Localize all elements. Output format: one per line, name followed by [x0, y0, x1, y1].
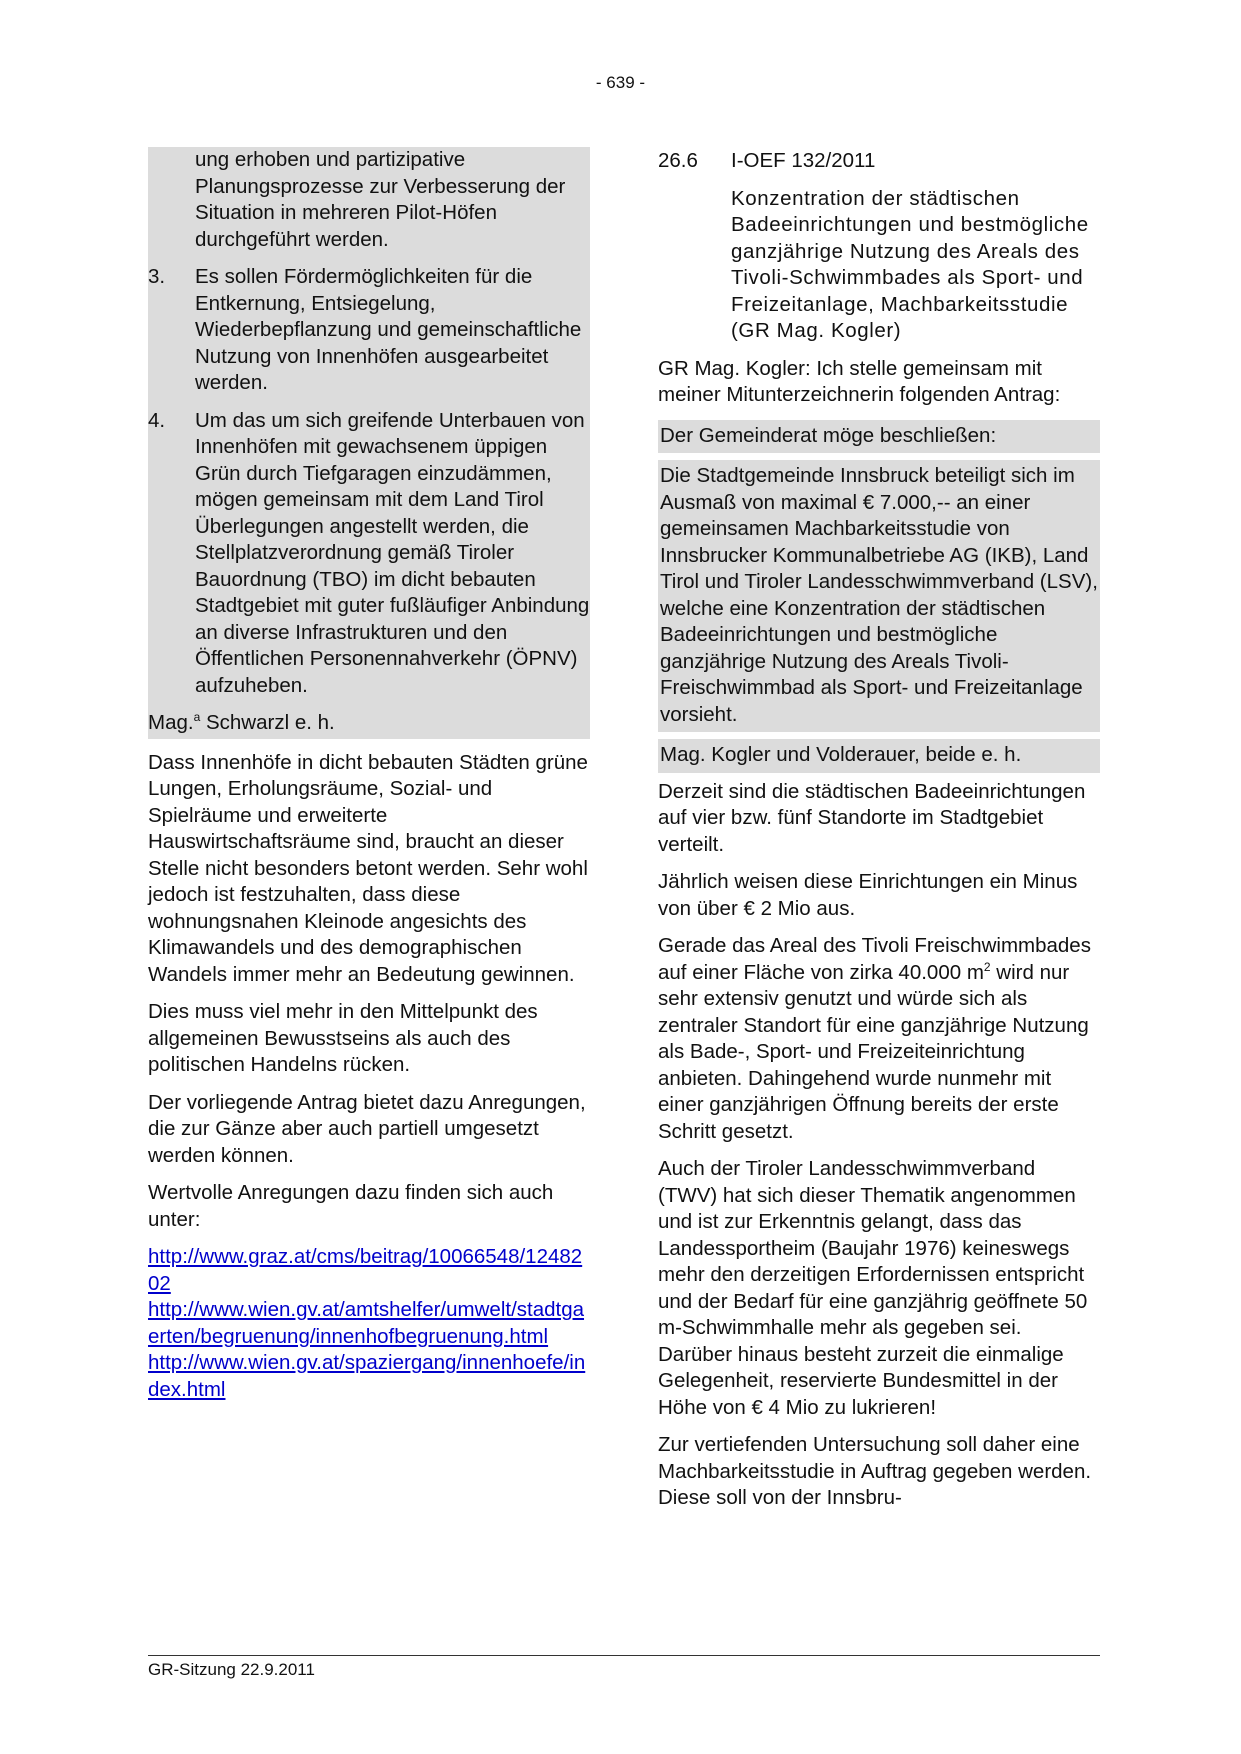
- motion-intro: GR Mag. Kogler: Ich stelle gemeinsam mit meiner Mitunterzeichnerin folgenden Antrag:: [658, 356, 1061, 406]
- signature-superscript: a: [193, 710, 201, 725]
- signature-prefix: Mag.: [148, 711, 194, 734]
- paragraph: Jährlich weisen diese Einrichtungen ein Minus von über € 2 Mio aus.: [658, 870, 1078, 920]
- footer-session-date: GR-Sitzung 22.9.2011: [148, 1660, 315, 1679]
- agenda-item-code: I-OEF 132/2011: [731, 149, 876, 172]
- right-column: [658, 148, 1100, 1523]
- motion-title: Konzentration der städtischen Badeeinrichtungen und bestmögliche ganzjährige Nutzung des Areals des Tivoli-Schwimmbades als Sport- und Freizeitanlage, Machbarkeitsstudie (GR Mag. Kogler): [731, 186, 1089, 342]
- paragraph: Dass Innenhöfe in dicht bebauten Städten grüne Lungen, Erholungsräume, Sozial- und Spielräume und erweiterte Hauswirtschaftsräume sind, braucht an dieser Stelle nicht besonders betont werden. Sehr wohl jedoch ist festzuhalten, dass diese wohnungsnahen Kleinode angesichts des Klimawandels und des demographischen Wandels immer mehr an Bedeutung gewinnen.: [148, 750, 588, 986]
- paragraph: Derzeit sind die städtischen Badeeinrichtungen auf vier bzw. fünf Standorte im Stadtgebiet verteilt.: [658, 779, 1086, 856]
- paragraph: Auch der Tiroler Landesschwimmverband (TWV) hat sich dieser Thematik angenommen und ist zur Erkenntnis gelangt, dass das Landessportheim (Baujahr 1976) keineswegs mehr den derzeitigen Erfordernissen entspricht und der Bedarf für eine ganzjährig geöffnete 50 m-Schwimmhalle mehr als gegeben sei. Darüber hinaus besteht zurzeit die einmalige Gelegenheit, reservierte Bundesmittel in der Höhe von € 4 Mio zu lukrieren!: [658, 1157, 1088, 1419]
- motion-list: [148, 264, 590, 699]
- list-text: Es sollen Fördermöglichkeiten für die Entkernung, Entsiegelung, Wiederbepflanzung und gemeinschaftliche Nutzung von Innenhöfen ausgearbeitet werden.: [195, 265, 582, 394]
- paragraph: Zur vertiefenden Untersuchung soll daher eine Machbarkeitsstudie in Auftrag gegeben werden. Diese soll von der Innsbru-: [658, 1433, 1092, 1509]
- signature-left: [148, 710, 590, 737]
- paragraph-area-start: Gerade das Areal des Tivoli Freischwimmbades auf einer Fläche von zirka 40.000 m: [658, 934, 1091, 984]
- page-number: - 639 -: [595, 73, 646, 92]
- list-text: Um das um sich greifende Unterbauen von Innenhöfen mit gewachsenem üppigen Grün durch Tiefgaragen einzudämmen, mögen gemeinsam mit dem Land Tirol Überlegungen angestellt werden, die Stellplatzverordnung gemäß Tiroler Bauordnung (TBO) im dicht bebauten Stadtgebiet mit guter fußläufiger Anbindung an diverse Infrastrukturen und den Öffentlichen Personennahverkehr (ÖPNV) aufzuheben.: [195, 408, 590, 697]
- footer-rule: [148, 1655, 1100, 1656]
- left-column: [148, 148, 590, 1403]
- list-number: 3.: [148, 265, 166, 288]
- link-wien-innenhofbegruenung[interactable]: http://www.wien.gv.at/amtshelfer/umwelt/stadtgaerten/begruenung/innenhofbegruenung.html: [148, 1298, 585, 1348]
- resolution-body: Die Stadtgemeinde Innsbruck beteiligt sich im Ausmaß von maximal € 7.000,-- an einer gemeinsamen Machbarkeitsstudie von Innsbrucker Kommunalbetriebe AG (IKB), Land Tirol und Tiroler Landesschwimmverband (LSV), welche eine Konzentration der städtischen Badeeinrichtungen und bestmögliche ganzjährige Nutzung des Areals Tivoli-Freischwimmbad als Sport- und Freizeitanlage vorsieht.: [658, 460, 1100, 732]
- paragraph: Wertvolle Anregungen dazu finden sich auch unter:: [148, 1181, 554, 1231]
- list-number: 4.: [148, 408, 166, 432]
- area-superscript: 2: [983, 959, 991, 974]
- motion-box-right: [658, 420, 1100, 773]
- resolution-heading: Der Gemeinderat möge beschließen:: [658, 420, 1100, 454]
- agenda-item-number: 26.6: [658, 149, 698, 172]
- signature-right: Mag. Kogler und Volderauer, beide e. h.: [658, 739, 1100, 773]
- list-continuation: ung erhoben und partizipative Planungsprozesse zur Verbesserung der Situation in mehreren Pilot-Höfen durchgeführt werden.: [195, 148, 566, 251]
- paragraph-area: [658, 933, 1100, 1145]
- paragraph-area-end: wird nur sehr extensiv genutzt und würde sich als zentraler Standort für eine ganzjährige Nutzung als Bade-, Sport- und Freizeiteinrichtung anbieten. Dahingehend wurde nunmehr mit einer ganzjährigen Öffnung bereits der erste Schritt gesetzt.: [658, 960, 1089, 1143]
- link-list: [148, 1244, 590, 1403]
- link-wien-spaziergang[interactable]: http://www.wien.gv.at/spaziergang/innenhoefe/index.html: [148, 1351, 586, 1401]
- list-item: [148, 264, 590, 397]
- signature-name: Schwarzl e. h.: [200, 711, 335, 734]
- agenda-item-heading: [658, 148, 1100, 175]
- motion-box-left: [148, 147, 590, 739]
- list-item: [148, 408, 590, 700]
- paragraph: Dies muss viel mehr in den Mittelpunkt des allgemeinen Bewusstseins als auch des politischen Handelns rücken.: [148, 1000, 538, 1076]
- paragraph: Der vorliegende Antrag bietet dazu Anregungen, die zur Gänze aber auch partiell umgesetzt werden können.: [148, 1090, 586, 1167]
- link-graz[interactable]: http://www.graz.at/cms/beitrag/10066548/1248202: [148, 1245, 583, 1295]
